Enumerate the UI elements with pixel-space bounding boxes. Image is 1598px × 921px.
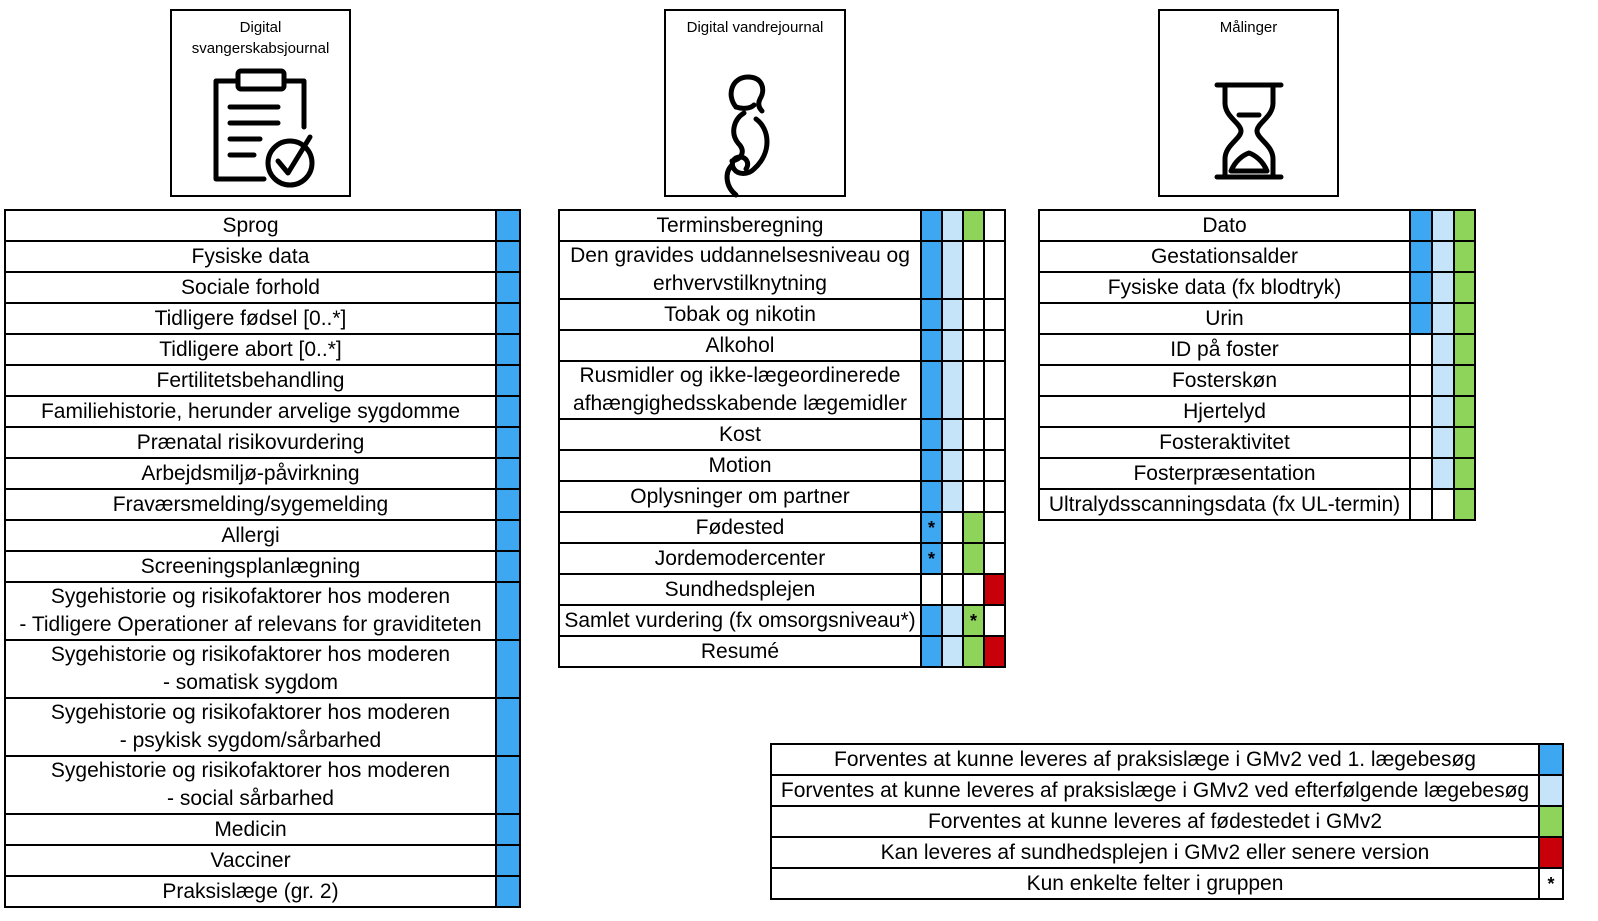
status-cell-green (963, 512, 984, 543)
status-cell-green (1454, 365, 1475, 396)
status-cell-green (1454, 489, 1475, 520)
status-cell-red (984, 574, 1005, 605)
status-cell-white (984, 241, 1005, 299)
status-cell-white (1410, 427, 1432, 458)
row-label (559, 512, 921, 543)
row-label (1039, 458, 1410, 489)
status-cell-green (963, 543, 984, 574)
status-cell-white (984, 481, 1005, 512)
row-label-line: Fysiske data (fx blodtryk) (1107, 275, 1342, 299)
table-row (5, 756, 520, 814)
table-row (559, 605, 1005, 636)
row-label (5, 489, 496, 520)
row-label-line: Allergi (221, 523, 280, 547)
status-cell-blue (496, 756, 520, 814)
status-cell-white (984, 543, 1005, 574)
status-cell-blue (921, 241, 942, 299)
row-label (1039, 210, 1410, 241)
row-label-line: Fraværsmelding/sygemelding (112, 492, 389, 516)
row-label-line: Forventes at kunne leveres af praksislæge i GMv2 ved 1. lægebesøg (834, 747, 1476, 771)
row-label-line: Oplysninger om partner (630, 484, 850, 508)
status-cell-green (1454, 427, 1475, 458)
status-cell-green (1454, 303, 1475, 334)
row-label (1039, 427, 1410, 458)
status-cell-green (963, 605, 984, 636)
status-cell-white (984, 419, 1005, 450)
row-label-line: Fysiske data (191, 244, 310, 268)
table-row (5, 241, 520, 272)
pregnant-woman-icon (720, 73, 790, 199)
status-cell-white (1539, 868, 1563, 899)
status-cell-lightblue (1432, 303, 1454, 334)
row-label (559, 210, 921, 241)
status-cell-lightblue (1432, 396, 1454, 427)
row-label-line: Sociale forhold (181, 275, 320, 299)
status-cell-blue (496, 551, 520, 582)
row-label (5, 520, 496, 551)
row-label (559, 481, 921, 512)
row-label-line: Fertilitetsbehandling (156, 368, 345, 392)
status-cell-red (984, 636, 1005, 667)
row-label-line: Tobak og nikotin (664, 302, 816, 326)
row-label (1039, 396, 1410, 427)
table-row (1039, 365, 1475, 396)
row-label-line: Tidligere fødsel [0..*] (154, 306, 347, 330)
asterisk-marker: * (927, 517, 935, 538)
svangerskabsjournal-table (4, 209, 521, 908)
status-cell-blue (496, 458, 520, 489)
table-row (5, 396, 520, 427)
table-row (559, 210, 1005, 241)
status-cell-lightblue (942, 605, 963, 636)
status-cell-white (963, 419, 984, 450)
status-cell-lightblue (1432, 210, 1454, 241)
status-cell-blue (921, 361, 942, 419)
status-cell-lightblue (942, 210, 963, 241)
row-label-line: Sundhedsplejen (664, 577, 816, 601)
row-label (1039, 303, 1410, 334)
row-label-line: Vacciner (210, 848, 291, 872)
row-label-line: Screeningsplanlægning (140, 554, 361, 578)
status-cell-blue (496, 272, 520, 303)
status-cell-white (963, 481, 984, 512)
row-label (5, 582, 496, 640)
table-row (1039, 334, 1475, 365)
table-row (5, 845, 520, 876)
table-row (559, 419, 1005, 450)
status-cell-white (942, 512, 963, 543)
table-row (5, 520, 520, 551)
status-cell-blue (496, 876, 520, 907)
row-label (5, 876, 496, 907)
status-cell-lightblue (942, 419, 963, 450)
row-label-line: Resumé (700, 639, 780, 663)
table-row (5, 303, 520, 334)
status-cell-white (963, 299, 984, 330)
table-row (559, 450, 1005, 481)
card-svangerskabsjournal (170, 9, 351, 197)
row-label (559, 605, 921, 636)
row-label-line: Sygehistorie og risikofaktorer hos moderen (50, 585, 451, 608)
row-label (5, 640, 496, 698)
row-label (5, 303, 496, 334)
status-cell-red (1539, 837, 1563, 868)
row-label (1039, 241, 1410, 272)
row-label-line: Forventes at kunne leveres af praksislæge i GMv2 ved efterfølgende lægebesøg (780, 778, 1530, 802)
legend-table (770, 743, 1564, 900)
card-title (172, 11, 349, 59)
status-cell-white (984, 361, 1005, 419)
table-row (771, 837, 1563, 868)
row-label-line: Forventes at kunne leveres af fødestedet i GMv2 (927, 809, 1383, 833)
status-cell-blue (1410, 210, 1432, 241)
row-label-line: Motion (708, 453, 772, 477)
status-cell-blue (921, 605, 942, 636)
row-label-line: Sygehistorie og risikofaktorer hos moderen (50, 643, 451, 666)
status-cell-blue (921, 512, 942, 543)
table-row (1039, 458, 1475, 489)
status-cell-blue (1410, 241, 1432, 272)
row-label-line: Prænatal risikovurdering (136, 430, 365, 454)
row-label (5, 814, 496, 845)
row-label (5, 551, 496, 582)
row-label-line: Fosterpræsentation (1133, 461, 1316, 485)
status-cell-lightblue (1432, 427, 1454, 458)
row-label (1039, 272, 1410, 303)
status-cell-lightblue (1432, 241, 1454, 272)
table-row (5, 698, 520, 756)
status-cell-blue (921, 299, 942, 330)
row-label (5, 458, 496, 489)
status-cell-white (984, 330, 1005, 361)
status-cell-blue (921, 210, 942, 241)
row-label (771, 775, 1539, 806)
row-label (5, 210, 496, 241)
row-label-line: Tidligere abort [0..*] (159, 337, 342, 361)
status-cell-lightblue (1432, 458, 1454, 489)
card-title-line: Digital (239, 19, 282, 36)
card-title-line: Digital vandrejournal (686, 19, 824, 36)
row-label-line: Hjertelyd (1183, 399, 1266, 423)
table-row (5, 551, 520, 582)
table-row (1039, 241, 1475, 272)
table-row (5, 814, 520, 845)
status-cell-green (1539, 806, 1563, 837)
row-label (559, 241, 921, 299)
status-cell-white (963, 241, 984, 299)
row-label (5, 272, 496, 303)
row-label-line: Dato (1202, 213, 1247, 237)
status-cell-lightblue (1539, 775, 1563, 806)
asterisk-marker: * (969, 610, 977, 631)
status-cell-green (1454, 396, 1475, 427)
status-cell-blue (496, 845, 520, 876)
status-cell-white (1410, 489, 1432, 520)
status-cell-blue (496, 698, 520, 756)
status-cell-blue (1410, 303, 1432, 334)
status-cell-lightblue (942, 450, 963, 481)
status-cell-lightblue (942, 241, 963, 299)
status-cell-white (984, 210, 1005, 241)
status-cell-lightblue (1432, 365, 1454, 396)
status-cell-white (942, 543, 963, 574)
row-label (559, 636, 921, 667)
status-cell-blue (496, 520, 520, 551)
status-cell-blue (496, 640, 520, 698)
status-cell-blue (1539, 744, 1563, 775)
status-cell-lightblue (942, 481, 963, 512)
row-label-line: Sygehistorie og risikofaktorer hos moderen (50, 759, 451, 782)
table-row (559, 481, 1005, 512)
row-label (5, 698, 496, 756)
row-label (5, 396, 496, 427)
status-cell-green (1454, 458, 1475, 489)
table-row (1039, 210, 1475, 241)
table-row (559, 543, 1005, 574)
row-label-line: Sprog (222, 213, 279, 237)
row-label-line: Fosteraktivitet (1159, 430, 1290, 454)
table-row (1039, 272, 1475, 303)
table-row (559, 241, 1005, 299)
clipboard-check-icon (206, 67, 316, 189)
status-cell-white (984, 299, 1005, 330)
status-cell-white (942, 574, 963, 605)
row-label-line: Fødested (695, 515, 785, 539)
row-label-line: Arbejdsmiljø-påvirkning (141, 461, 360, 485)
row-label (771, 837, 1539, 868)
row-label-line: Fosterskøn (1171, 368, 1278, 392)
status-cell-green (1454, 241, 1475, 272)
row-label (1039, 365, 1410, 396)
status-cell-blue (921, 419, 942, 450)
card-title (1160, 11, 1337, 38)
table-row (5, 640, 520, 698)
table-row (771, 744, 1563, 775)
row-label (559, 574, 921, 605)
row-label-line: Kost (718, 422, 762, 446)
table-row (1039, 396, 1475, 427)
status-cell-white (963, 450, 984, 481)
row-label-line: Den gravides uddannelsesniveau og (570, 244, 910, 267)
row-label (5, 756, 496, 814)
row-label-line: Terminsberegning (656, 213, 824, 237)
row-label-line: - Tidligere Operationer af relevans for graviditeten (19, 613, 482, 636)
row-label (5, 241, 496, 272)
row-label-line: Kun enkelte felter i gruppen (1026, 871, 1284, 895)
status-cell-blue (1410, 272, 1432, 303)
status-cell-white (1432, 489, 1454, 520)
row-label (559, 450, 921, 481)
row-label (5, 365, 496, 396)
status-cell-blue (496, 334, 520, 365)
status-cell-lightblue (942, 636, 963, 667)
table-row (1039, 427, 1475, 458)
status-cell-blue (496, 241, 520, 272)
status-cell-blue (496, 303, 520, 334)
row-label-line: ID på foster (1170, 337, 1279, 361)
status-cell-green (1454, 334, 1475, 365)
row-label-line: Praksislæge (gr. 2) (162, 879, 339, 903)
row-label-line: afhængighedsskabende lægemidler (573, 392, 907, 415)
status-cell-lightblue (1432, 334, 1454, 365)
table-row (1039, 489, 1475, 520)
status-cell-white (1410, 458, 1432, 489)
table-row (559, 330, 1005, 361)
status-cell-white (963, 361, 984, 419)
row-label (559, 330, 921, 361)
status-cell-white (963, 330, 984, 361)
row-label-line: Gestationsalder (1150, 244, 1299, 268)
card-title-line: svangerskabsjournal (191, 40, 330, 57)
status-cell-white (984, 450, 1005, 481)
status-cell-blue (496, 814, 520, 845)
status-cell-green (1454, 272, 1475, 303)
status-cell-lightblue (1432, 272, 1454, 303)
maalinger-table (1038, 209, 1476, 521)
status-cell-blue (496, 489, 520, 520)
hourglass-icon (1213, 79, 1285, 183)
row-label (559, 543, 921, 574)
status-cell-lightblue (942, 330, 963, 361)
table-row (5, 876, 520, 907)
card-title (666, 11, 844, 38)
row-label-line: Urin (1205, 306, 1244, 330)
row-label (559, 361, 921, 419)
status-cell-blue (921, 450, 942, 481)
status-cell-blue (921, 330, 942, 361)
row-label (5, 845, 496, 876)
table-row (1039, 303, 1475, 334)
table-row (559, 361, 1005, 419)
table-row (559, 574, 1005, 605)
table-row (5, 272, 520, 303)
table-row (559, 512, 1005, 543)
table-row (5, 365, 520, 396)
status-cell-blue (496, 427, 520, 458)
row-label-line: Rusmidler og ikke-lægeordinerede (579, 364, 901, 387)
status-cell-white (1410, 365, 1432, 396)
status-cell-white (963, 574, 984, 605)
status-cell-blue (496, 365, 520, 396)
status-cell-white (921, 574, 942, 605)
status-cell-lightblue (942, 299, 963, 330)
row-label-line: Jordemodercenter (654, 546, 826, 570)
row-label (559, 419, 921, 450)
status-cell-white (984, 512, 1005, 543)
status-cell-blue (921, 636, 942, 667)
row-label-line: Ultralydsscanningsdata (fx UL-termin) (1048, 492, 1401, 516)
row-label-line: Sygehistorie og risikofaktorer hos moderen (50, 701, 451, 724)
status-cell-white (984, 605, 1005, 636)
status-cell-blue (496, 210, 520, 241)
asterisk-marker: * (1547, 873, 1555, 894)
table-row (5, 582, 520, 640)
status-cell-green (963, 636, 984, 667)
asterisk-marker: * (927, 548, 935, 569)
card-title-line: Målinger (1219, 19, 1278, 36)
row-label (771, 744, 1539, 775)
row-label-line: Kan leveres af sundhedsplejen i GMv2 eller senere version (880, 840, 1430, 864)
row-label-line: - psykisk sygdom/sårbarhed (119, 729, 382, 752)
status-cell-white (1410, 334, 1432, 365)
table-row (559, 636, 1005, 667)
card-vandrejournal (664, 9, 846, 197)
table-row (771, 806, 1563, 837)
vandrejournal-table (558, 209, 1006, 668)
row-label (5, 427, 496, 458)
row-label (559, 299, 921, 330)
table-row (5, 427, 520, 458)
status-cell-green (1454, 210, 1475, 241)
status-cell-blue (496, 396, 520, 427)
row-label (771, 806, 1539, 837)
table-row (771, 775, 1563, 806)
row-label-line: - somatisk sygdom (162, 671, 339, 694)
row-label-line: Familiehistorie, herunder arvelige sygdomme (40, 399, 460, 423)
row-label (5, 334, 496, 365)
row-label (1039, 334, 1410, 365)
row-label-line: Samlet vurdering (fx omsorgsniveau*) (564, 608, 916, 632)
table-row (559, 299, 1005, 330)
table-row (5, 489, 520, 520)
row-label-line: Alkohol (705, 333, 775, 357)
status-cell-blue (921, 481, 942, 512)
status-cell-blue (921, 543, 942, 574)
table-row (5, 458, 520, 489)
row-label-line: - social sårbarhed (167, 787, 334, 810)
table-row (5, 334, 520, 365)
status-cell-green (963, 210, 984, 241)
table-row (5, 210, 520, 241)
status-cell-blue (496, 582, 520, 640)
status-cell-white (1410, 396, 1432, 427)
status-cell-lightblue (942, 361, 963, 419)
table-row (771, 868, 1563, 899)
row-label (771, 868, 1539, 899)
row-label-line: erhvervstilknytning (653, 272, 827, 295)
row-label (1039, 489, 1410, 520)
row-label-line: Medicin (214, 817, 287, 841)
card-maalinger (1158, 9, 1339, 197)
